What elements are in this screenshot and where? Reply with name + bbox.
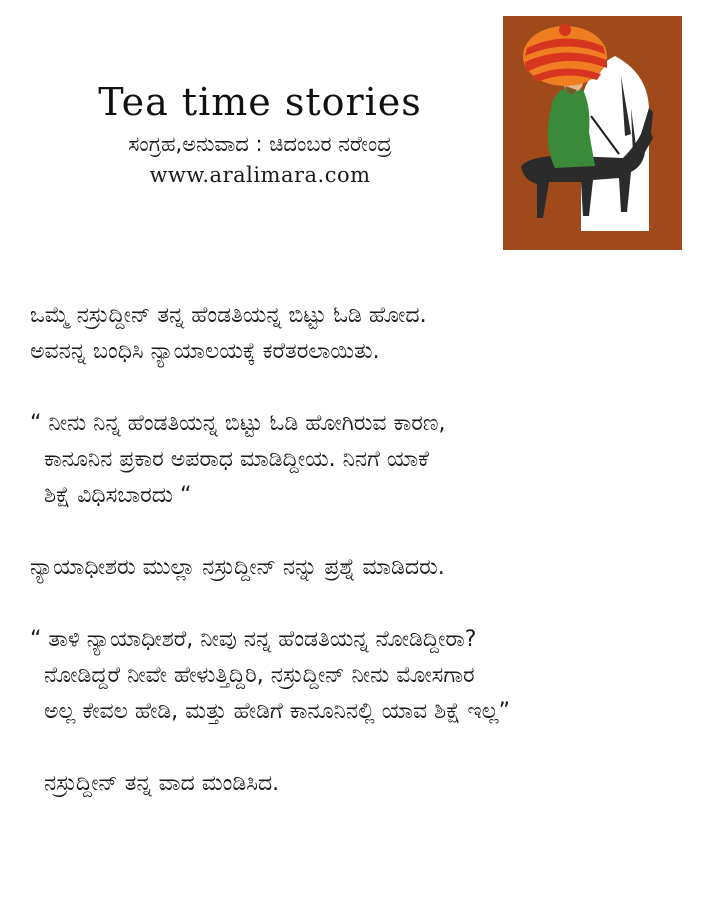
website-url: www.aralimara.com: [149, 163, 371, 187]
story-paragraph-2: “ ನೀನು ನಿನ್ನ ಹೆಂಡತಿಯನ್ನ ಬಿಟ್ಟು ಓಡಿ ಹೋಗಿರುವ ಕಾರಣ, ಕಾನೂನಿನ ಪ್ರಕಾರ ಅಪರಾಧ ಮಾಡಿದ್ದೀಯ. ನಿನಗೆ ಯಾಕೆ ಶಿಕ್ಷೆ ವಿಧಿಸಬಾರದು “: [30, 411, 446, 508]
story-paragraph-1: ಒಮ್ಮೆ ನಸ್ರುದ್ದೀನ್ ತನ್ನ ಹೆಂಡತಿಯನ್ನ ಬಿಟ್ಟು ಓಡಿ ಹೋದ. ಅವನನ್ನ ಬಂಧಿಸಿ ನ್ಯಾಯಾಲಯಕ್ಕೆ ಕರೆತರಲಾಯಿತು.: [30, 303, 427, 364]
story-paragraph-5: ನಸ್ರುದ್ದೀನ್ ತನ್ನ ವಾದ ಮಂಡಿಸಿದ.: [30, 771, 280, 796]
page-title: Tea time stories: [98, 80, 422, 124]
header: [40, 80, 480, 187]
author-credit: ಸಂಗ್ರಹ,ಅನುವಾದ : ಚಿದಂಬರ ನರೇಂದ್ರ: [128, 132, 392, 156]
story-paragraph-3: ನ್ಯಾಯಾಧೀಶರು ಮುಲ್ಲಾ ನಸ್ರುದ್ದೀನ್ ನನ್ನು ಪ್ರಶ್ನೆ ಮಾಡಿದರು.: [30, 555, 445, 580]
story-body: [30, 298, 710, 802]
man-on-donkey-illustration: [503, 16, 682, 250]
story-paragraph-4: “ ತಾಳಿ ನ್ಯಾಯಾಧೀಶರೆ, ನೀವು ನನ್ನ ಹೆಂಡತಿಯನ್ನ ನೋಡಿದ್ದೀರಾ? ನೋಡಿದ್ದರೆ ನೀವೇ ಹೇಳುತ್ತಿದ್ದಿರಿ, ನಸ್ರುದ್ದೀನ್ ನೀನು ಮೋಸಗಾರ ಅಲ್ಲ ಕೇವಲ ಹೇಡಿ, ಮತ್ತು ಹೇಡಿಗೆ ಕಾನೂನಿನಲ್ಲಿ ಯಾವ ಶಿಕ್ಷೆ ಇಲ್ಲ”: [30, 627, 510, 724]
